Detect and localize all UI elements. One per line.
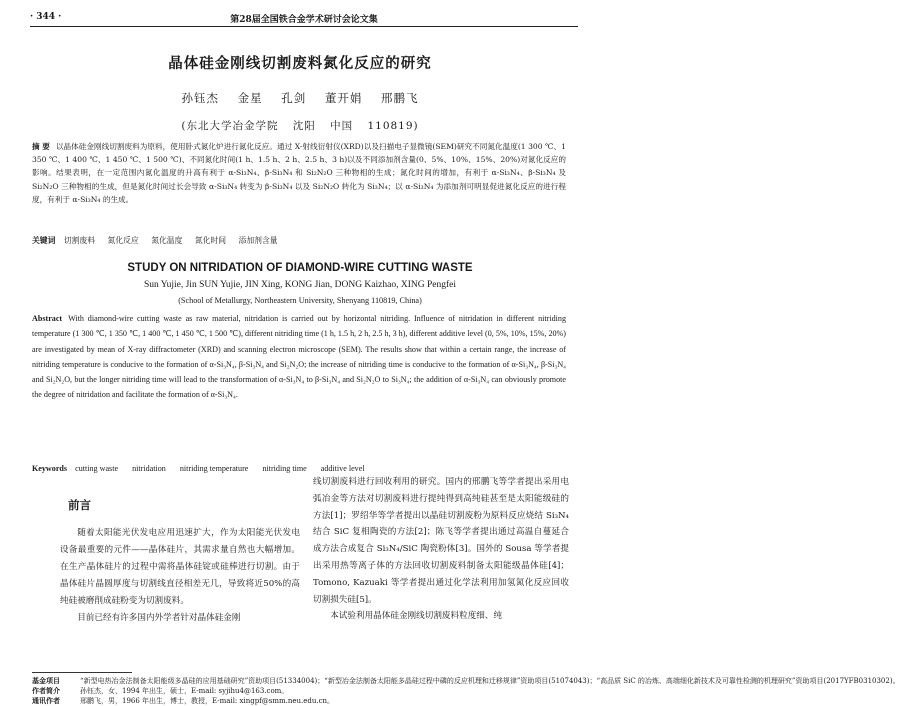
keyword-en: additive level (320, 464, 365, 473)
abstract-cn-text: 以晶体硅金刚线切割废料为原料，使用卧式氮化炉进行氮化反应。通过 X-射线衍射仪(XRD)以及扫描电子显微镜(SEM)研究不同氮化温度(1 300 ℃、1 350 ℃、1 400 ℃、1 450 ℃、1 500 ℃)、不同氮化时间(1 h、1.5 h、2 h、2.5 h、3 h)以及不同添加剂含量(0、5%、10%、15%、20%)对氮化反应的影响。结果表明，在一定范围内氮化温度的升高有利于 α-Si₃N₄、β-Si₃N₄ 和 Si₂N₂O 三种物相的生成；氮化时间的增加，有利于 α-Si₃N₄、β-Si₃N₄ 及 Si₂N₂O 三种物相的生成，但是氮化时间过长会导致 α-Si₃N₄ 转变为 β-Si₃N₄ 以及 Si₂N₂O 转化为 Si₃N₄；以 α-Si₃N₄ 为添加剂可明显促进氮化反应的进行程度，有利于 α-Si₃N₄ 的生成。 (32, 142, 566, 204)
title-cn: 晶体硅金刚线切割废料氮化反应的研究 (168, 55, 432, 72)
footnotes (32, 676, 900, 706)
keywords-en-label: Keywords (32, 464, 68, 473)
footnote-corresponding (32, 696, 576, 706)
footnote-key: 通讯作者 (32, 696, 60, 705)
footnote-text: “新型电热冶金法制备太阳能级多晶硅的应用基础研究”资助项目(51334004)；“新型冶金法制备太阳能多晶硅过程中磷的反应机理和迁移规律”资助项目(51074043)；“高品质 SiC 的冶炼、高端细化新技术及可靠性检测的机理研究”资助项目(2017YFB0310302)。 (80, 677, 900, 685)
journal-title: 第28届全国铁合金学术研讨会论文集 (230, 15, 378, 25)
affiliation-en: (School of Metallurgy, Northeastern University, Shenyang 110819, China) (178, 296, 422, 305)
keyword-en: nitriding time (262, 464, 307, 473)
footnote-author (32, 686, 576, 696)
footnote-rule (32, 672, 132, 673)
footnote-funding (32, 676, 900, 686)
keywords-cn-label: 关键词 (32, 236, 56, 245)
abstract-en-label: Abstract (32, 314, 63, 323)
footnote-key: 作者简介 (32, 686, 60, 695)
abstract-en-text: With diamond-wire cutting waste as raw material, nitridation is carried out by horizontal nitriding. Influence of nitridation in different nitriding temperature (1 300 ℃, 1 350 ℃, 1 400 ℃, 1 450 ℃, 1 500 ℃), different nitriding time (1 h, 1.5 h, 2 h, 2.5 h, 3 h), different additive level (0, 5%, 10%, 15%, 20%) are investigated by mean of X-ray diffractometer (XRD) and scanning electron microscope (SEM). The results show that within a certain range, the increase of nitriding temperature is conducive to the formation of α-Si₃N₄, β-Si₃N₄ and Si₂N₂O; the increase of nitriding time is conducive to the formation of α-Si₃N₄, β-Si₃N₄ and Si₂N₂O, but the longer nitriding time will lead to the transformation of α-Si₃N₄ to β-Si₃N₄ and Si₂N₂O to Si₃N₄; the addition of α-Si₃N₄ can obviously promote the degree of nitridation and facilitate the formation of α-Si₃N₄. (32, 314, 566, 400)
title-en: STUDY ON NITRIDATION OF DIAMOND-WIRE CUTTING WASTE (127, 262, 473, 274)
abstract-cn-label: 摘 要 (32, 142, 50, 151)
body-column-right (313, 474, 569, 625)
keyword-en: nitridation (132, 464, 166, 473)
body-paragraph: 本试验利用晶体硅金刚线切割废料粒度细、纯 (330, 611, 503, 622)
authors-cn: 孙钰杰 金星 孔剑 董开娟 邢鹏飞 (181, 91, 419, 105)
keyword-en: cutting waste (75, 464, 119, 473)
keywords-cn (32, 235, 566, 246)
keyword-cn: 氮化时间 (194, 236, 227, 245)
keyword-en: nitriding temperature (179, 464, 249, 473)
running-header (30, 10, 578, 27)
footnote-key: 基金项目 (32, 676, 60, 685)
body-paragraph: 线切割废料进行回收利用的研究。国内的邢鹏飞等学者提出采用电弧冶金等方法对切割废料进行提纯得到高纯硅甚至是太阳能级硅的方法[1]；罗绍华等学者提出以晶硅切割废粉为原料反应烧结 Si₃N₄ 结合 SiC 复相陶瓷的方法[2]；陈飞等学者提出通过高温自蔓延合成方法合成复合 Si₃N₄/SiC 陶瓷粉体[3]。国外的 Sousa 等学者提出采用热等离子体的方法回收切割废料制备太阳能级晶体硅[4]；Tomono, Kazuaki 等学者提出通过化学法利用加氢氮化反应回收切割损失硅[5]。 (313, 477, 569, 605)
body-paragraph: 目前已经有许多国内外学者针对晶体硅金刚 (77, 613, 241, 623)
keyword-cn: 氮化温度 (151, 236, 183, 245)
abstract-en (32, 311, 566, 403)
body-column-left (60, 525, 300, 627)
keyword-cn: 添加剂含量 (238, 236, 278, 245)
affiliation-cn: (东北大学冶金学院 沈阳 中国 110819) (181, 120, 419, 132)
keyword-cn: 氮化反应 (107, 236, 139, 245)
page-number: · 344 · (30, 12, 62, 22)
section-heading-intro: 前言 (68, 498, 91, 512)
body-paragraph: 随着太阳能光伏发电应用迅速扩大，作为太阳能光伏发电设备最重要的元件——晶体硅片，其需求量自然也大幅增加。在生产晶体硅片的过程中需将晶体硅锭或硅棒进行切割。由于晶体硅片晶圆厚度与切割线直径相差无几，导致将近50%的高纯硅被磨削成硅粉变为切割废料。 (60, 528, 300, 606)
keywords-en (32, 464, 566, 473)
keyword-cn: 切割废料 (63, 236, 96, 245)
abstract-cn (32, 140, 566, 206)
footnote-text: 孙钰杰，女，1994 年出生，硕士，E-mail: syjihu4@163.com。 (80, 687, 289, 695)
footnote-text: 邢鹏飞，男，1966 年出生，博士，教授，E-mail: xingpf@smm.neu.edu.cn。 (80, 697, 335, 705)
authors-en: Sun Yujie, Jin SUN Yujie, JIN Xing, KONG Jian, DONG Kaizhao, XING Pengfei (144, 280, 456, 290)
